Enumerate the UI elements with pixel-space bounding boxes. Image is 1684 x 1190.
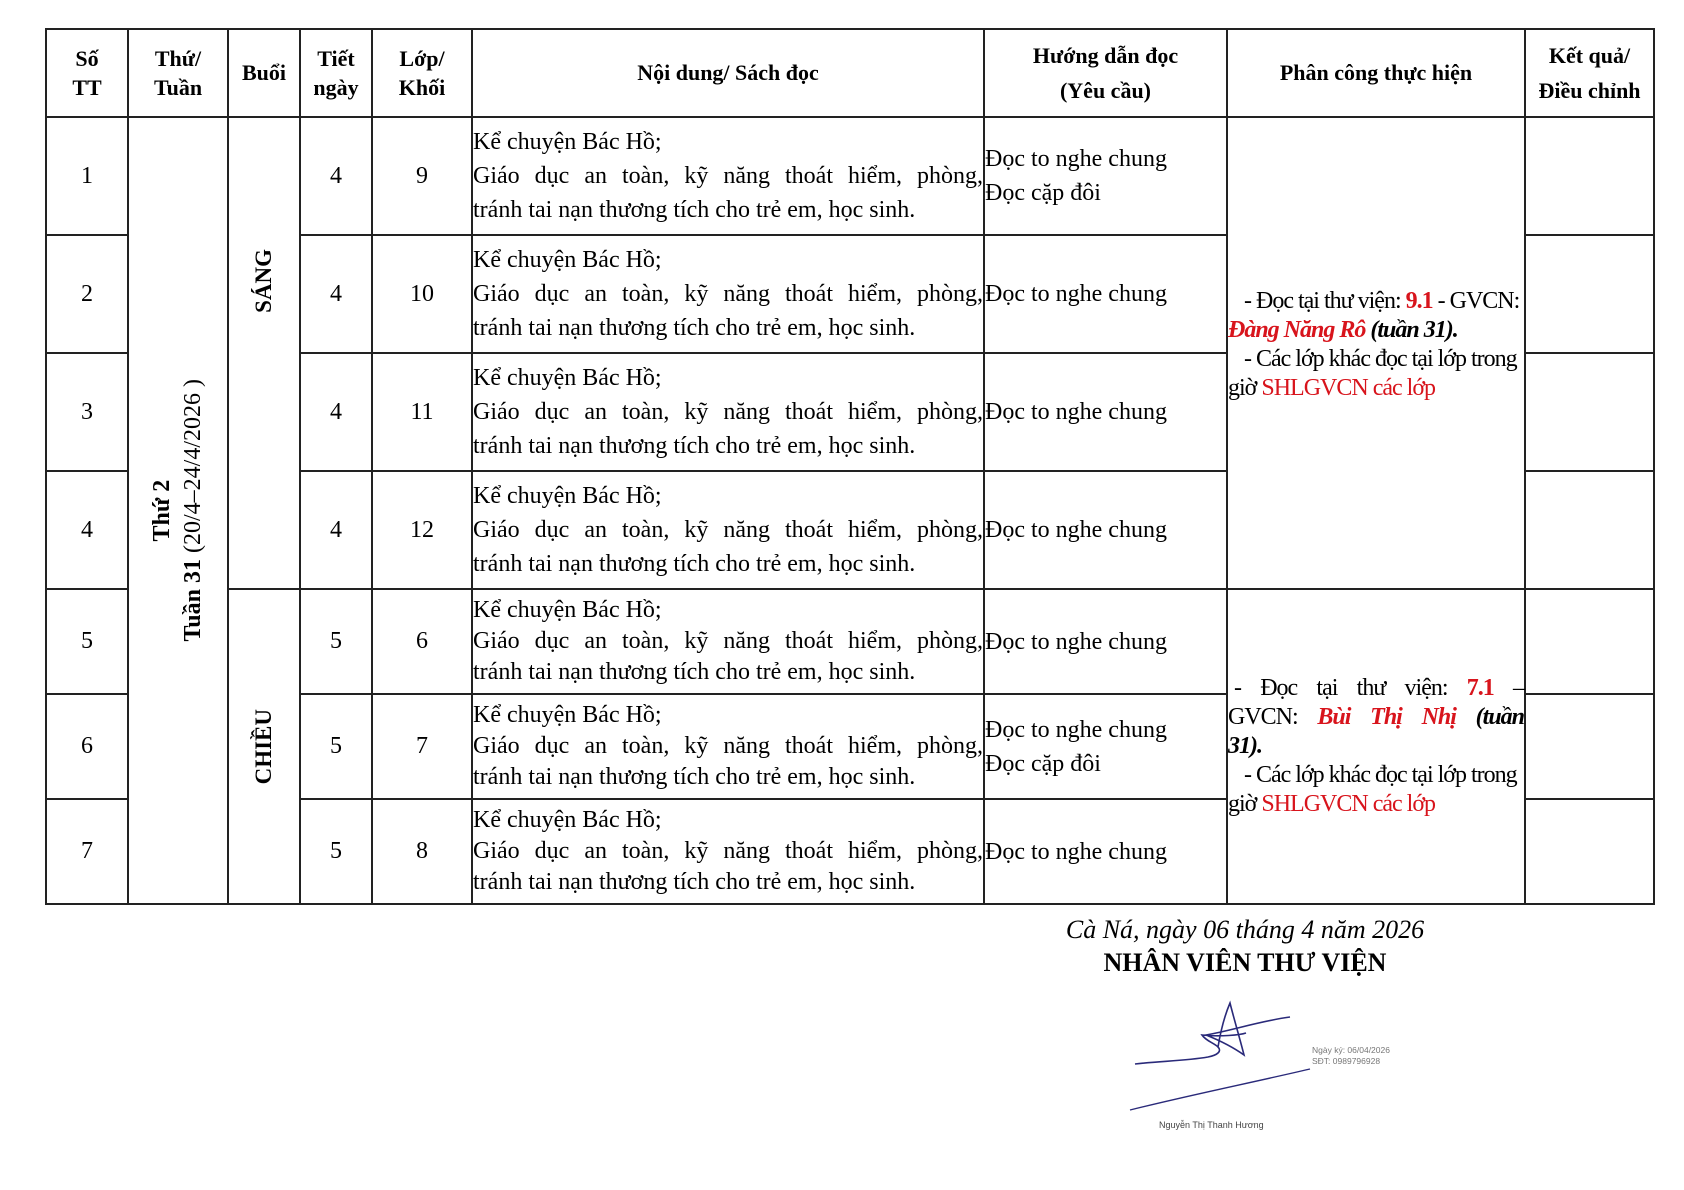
- row-guide: Đọc to nghe chung Đọc cặp đôi: [984, 694, 1227, 799]
- header-huongdan: Hướng dẫn đọc (Yêu cầu): [984, 29, 1227, 117]
- row-tiet: 5: [300, 799, 372, 904]
- row-stt: 3: [46, 353, 128, 471]
- row-tiet: 5: [300, 589, 372, 694]
- teacher-afternoon: Bùi Thị Nhị: [1317, 704, 1456, 730]
- row-guide: Đọc to nghe chung: [984, 235, 1227, 353]
- row-result: [1525, 117, 1654, 235]
- row-result: [1525, 471, 1654, 589]
- header-tiet: Tiết ngày: [300, 29, 372, 117]
- row-tiet: 4: [300, 235, 372, 353]
- assignment-morning: - Đọc tại thư viện: 9.1 - GVCN: Đàng Năng Rô (tuần 31). - Các lớp khác đọc tại lớp trong giờ SHLGVCN các lớp: [1227, 117, 1525, 589]
- header-noidung: Nội dung/ Sách đọc: [472, 29, 984, 117]
- row-content: Kể chuyện Bác Hồ; Giáo dục an toàn, kỹ năng thoát hiểm, phòng, tránh tai nạn thương tích cho trẻ em, học sinh.: [472, 353, 984, 471]
- row-content: Kể chuyện Bác Hồ; Giáo dục an toàn, kỹ năng thoát hiểm, phòng, tránh tai nạn thương tích cho trẻ em, học sinh.: [472, 694, 984, 799]
- row-stt: 4: [46, 471, 128, 589]
- signature-name: Nguyễn Thị Thanh Hương: [1159, 1120, 1264, 1130]
- header-row: [46, 29, 1654, 117]
- week-cell: [128, 117, 228, 904]
- table-row: [46, 589, 1654, 694]
- row-lop: 10: [372, 235, 472, 353]
- row-lop: 11: [372, 353, 472, 471]
- row-result: [1525, 353, 1654, 471]
- row-content: Kể chuyện Bác Hồ; Giáo dục an toàn, kỹ năng thoát hiểm, phòng, tránh tai nạn thương tích cho trẻ em, học sinh.: [472, 799, 984, 904]
- row-content: Kể chuyện Bác Hồ; Giáo dục an toàn, kỹ năng thoát hiểm, phòng, tránh tai nạn thương tích cho trẻ em, học sinh.: [472, 235, 984, 353]
- row-tiet: 4: [300, 117, 372, 235]
- row-tiet: 4: [300, 353, 372, 471]
- row-stt: 5: [46, 589, 128, 694]
- header-buoi: Buổi: [228, 29, 300, 117]
- row-lop: 6: [372, 589, 472, 694]
- table-row: [46, 117, 1654, 235]
- row-guide: Đọc to nghe chung Đọc cặp đôi: [984, 117, 1227, 235]
- session-morning: SÁNG: [251, 249, 276, 313]
- row-lop: 7: [372, 694, 472, 799]
- row-content: Kể chuyện Bác Hồ; Giáo dục an toàn, kỹ năng thoát hiểm, phòng, tránh tai nạn thương tích cho trẻ em, học sinh.: [472, 117, 984, 235]
- row-guide: Đọc to nghe chung: [984, 471, 1227, 589]
- row-guide: Đọc to nghe chung: [984, 589, 1227, 694]
- row-lop: 8: [372, 799, 472, 904]
- session-afternoon: CHIỀU: [251, 708, 276, 785]
- row-stt: 6: [46, 694, 128, 799]
- row-tiet: 4: [300, 471, 372, 589]
- row-content: Kể chuyện Bác Hồ; Giáo dục an toàn, kỹ năng thoát hiểm, phòng, tránh tai nạn thương tích cho trẻ em, học sinh.: [472, 589, 984, 694]
- row-lop: 9: [372, 117, 472, 235]
- teacher-morning: Đàng Năng Rô: [1228, 317, 1366, 343]
- row-tiet: 5: [300, 694, 372, 799]
- row-stt: 1: [46, 117, 128, 235]
- row-guide: Đọc to nghe chung: [984, 799, 1227, 904]
- row-stt: 2: [46, 235, 128, 353]
- row-content: Kể chuyện Bác Hồ; Giáo dục an toàn, kỹ năng thoát hiểm, phòng, tránh tai nạn thương tích cho trẻ em, học sinh.: [472, 471, 984, 589]
- assignment-afternoon: - Đọc tại thư viện: 7.1 – GVCN: Bùi Thị Nhị (tuần 31). - Các lớp khác đọc tại lớp trong giờ SHLGVCN các lớp: [1227, 589, 1525, 904]
- header-thu-tuan: Thứ/ Tuần: [128, 29, 228, 117]
- header-ketqua: Kết quả/ Điều chỉnh: [1525, 29, 1654, 117]
- row-guide: Đọc to nghe chung: [984, 353, 1227, 471]
- row-lop: 12: [372, 471, 472, 589]
- row-result: [1525, 799, 1654, 904]
- session-afternoon-cell: [228, 589, 300, 904]
- signature-meta: Ngày ký: 06/04/2026 SĐT: 0989796928: [1312, 1045, 1390, 1066]
- header-lop: Lớp/ Khối: [372, 29, 472, 117]
- row-result: [1525, 589, 1654, 694]
- week-label: Thứ 2 Tuần 31 (20/4–24/4/2026 ): [149, 379, 206, 642]
- row-result: [1525, 694, 1654, 799]
- header-stt: Số TT: [46, 29, 128, 117]
- header-phancong: Phân công thực hiện: [1227, 29, 1525, 117]
- row-result: [1525, 235, 1654, 353]
- footer-title: NHÂN VIÊN THƯ VIỆN: [1103, 948, 1387, 977]
- reading-schedule-table: [45, 28, 1655, 905]
- footer-date: Cà Ná, ngày 06 tháng 4 năm 2026: [1065, 915, 1425, 944]
- session-morning-cell: [228, 117, 300, 589]
- row-stt: 7: [46, 799, 128, 904]
